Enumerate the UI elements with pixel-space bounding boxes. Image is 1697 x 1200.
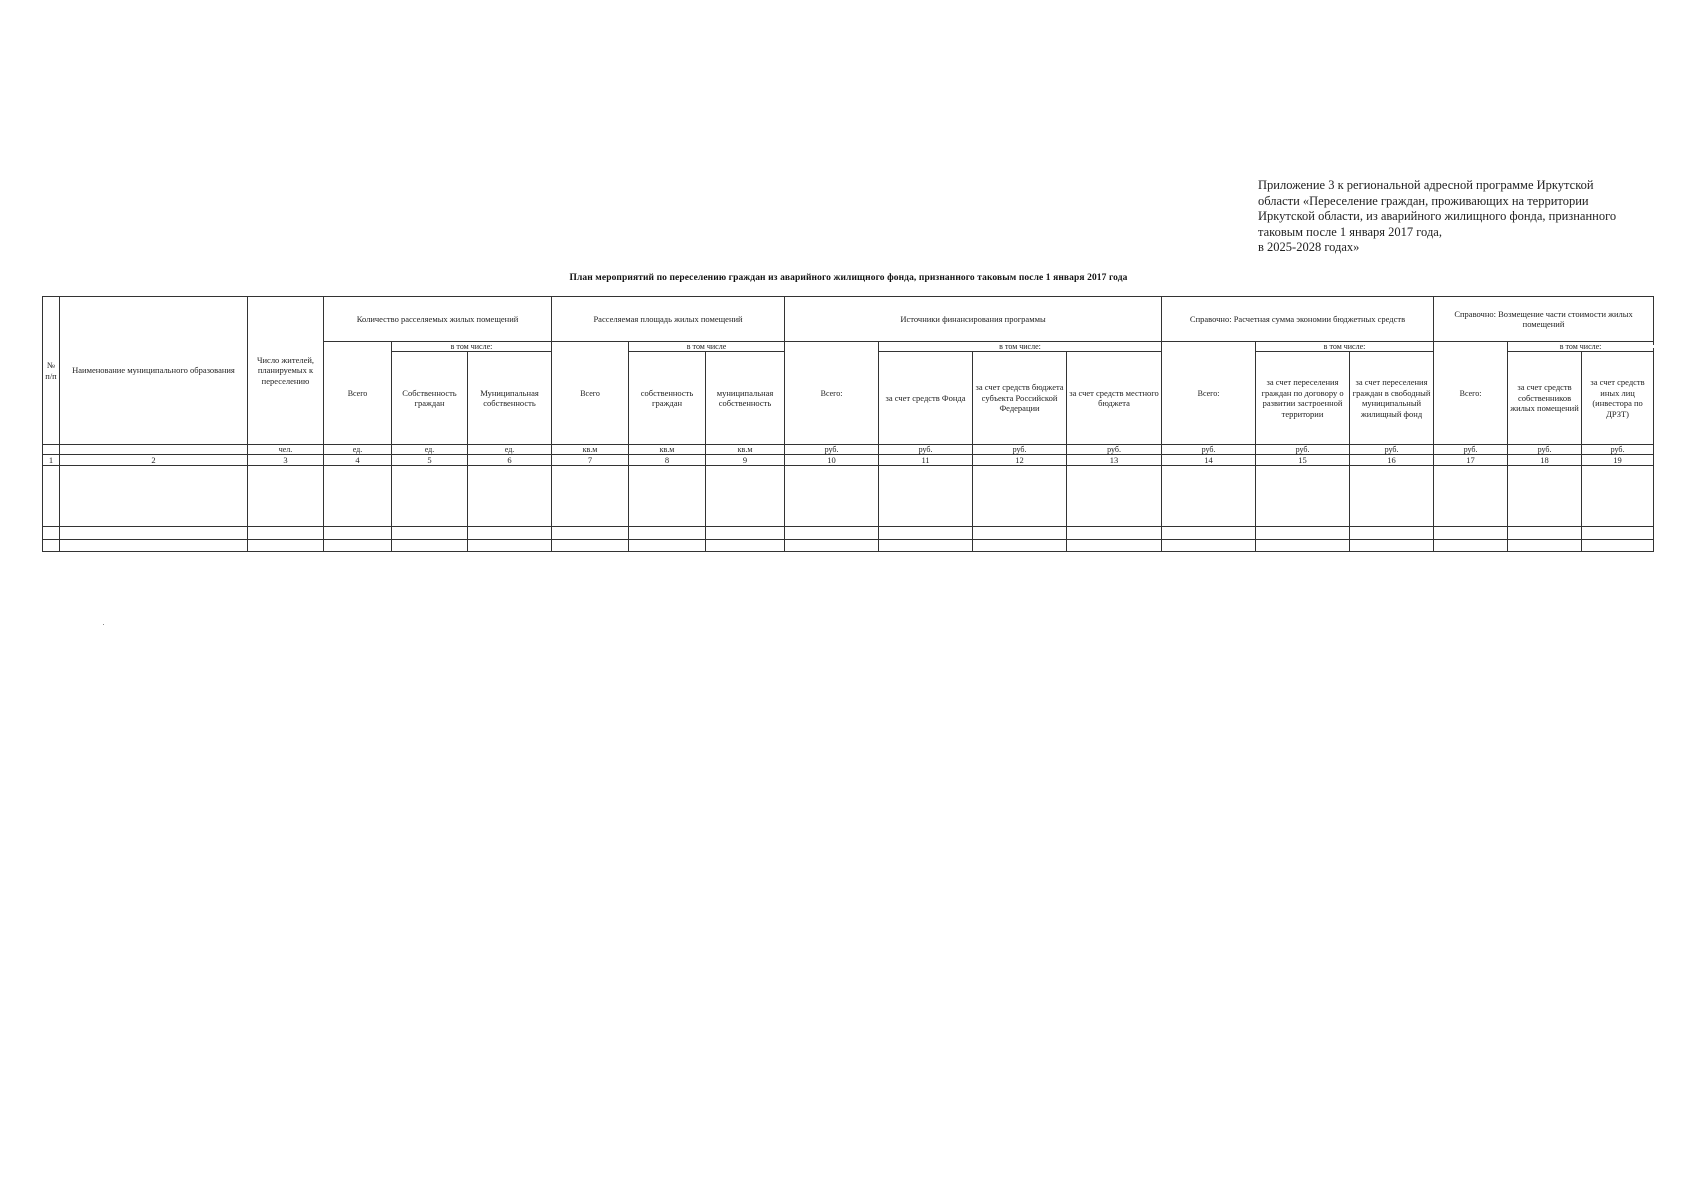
subheader-including: в том числе: — [1508, 342, 1654, 352]
unit-cell — [43, 445, 60, 455]
column-number: 17 — [1434, 455, 1508, 466]
leaf-header: за счет переселения граждан в свободный муниципальный жилищный фонд — [1350, 352, 1434, 445]
column-number: 12 — [973, 455, 1067, 466]
unit-cell: руб. — [1256, 445, 1350, 455]
unit-cell: ед. — [324, 445, 392, 455]
unit-cell: кв.м — [552, 445, 629, 455]
leaf-header: муниципальная собственность — [706, 352, 785, 445]
appendix-line: в 2025-2028 годах» — [1258, 240, 1360, 254]
appendix-line: Иркутской области, из аварийного жилищного фонда, признанного — [1258, 209, 1617, 223]
leaf-header: за счет средств иных лиц (инвестора по ДРЗТ) — [1582, 352, 1654, 445]
leaf-header: Всего: — [1162, 342, 1256, 445]
header-group-financing: Источники финансирования программы — [785, 297, 1162, 342]
leaf-header: Всего — [324, 342, 392, 445]
document-title: План мероприятий по переселению граждан из аварийного жилищного фонда, признанного таковым после 1 января 2017 года — [569, 273, 1128, 283]
column-number: 7 — [552, 455, 629, 466]
column-number: 19 — [1582, 455, 1654, 466]
unit-cell: кв.м — [629, 445, 706, 455]
unit-cell: кв.м — [706, 445, 785, 455]
column-number: 18 — [1508, 455, 1582, 466]
header-no: № п/п — [43, 297, 60, 445]
header-group-compensation: Справочно: Возмещение части стоимости жилых помещений — [1434, 297, 1654, 342]
leaf-header: Всего: — [785, 342, 879, 445]
column-number: 6 — [468, 455, 552, 466]
leaf-header: Всего — [552, 342, 629, 445]
column-number: 10 — [785, 455, 879, 466]
header-group-area: Расселяемая площадь жилых помещений — [552, 297, 785, 342]
appendix-line: области «Переселение граждан, проживающих на территории — [1258, 193, 1589, 208]
column-number: 5 — [392, 455, 468, 466]
column-number: 11 — [879, 455, 973, 466]
leaf-header: собственность граждан — [629, 352, 706, 445]
header-municipality: Наименование муниципального образования — [60, 297, 248, 445]
column-number: 15 — [1256, 455, 1350, 466]
leaf-header: за счет средств собственников жилых помещений — [1508, 352, 1582, 445]
unit-cell: руб. — [1162, 445, 1256, 455]
subheader-including: в том числе: — [392, 342, 552, 352]
header-group-quantity: Количество расселяемых жилых помещений — [324, 297, 552, 342]
column-number: 3 — [248, 455, 324, 466]
unit-cell: руб. — [1582, 445, 1654, 455]
leaf-header: Муниципальная собственность — [468, 352, 552, 445]
appendix-line: таковым после 1 января 2017 года, — [1258, 224, 1442, 239]
header-group-economy: Справочно: Расчетная сумма экономии бюджетных средств — [1162, 297, 1434, 342]
unit-cell: руб. — [1350, 445, 1434, 455]
appendix-line: Приложение 3 к региональной адресной программе Иркутской — [1258, 178, 1594, 192]
column-number: 1 — [43, 455, 60, 466]
leaf-header: за счет средств Фонда — [879, 352, 973, 445]
unit-cell: ед. — [392, 445, 468, 455]
column-number: 8 — [629, 455, 706, 466]
leaf-header: за счет средств местного бюджета — [1067, 352, 1162, 445]
leaf-header: за счет средств бюджета субъекта Российской Федерации — [973, 352, 1067, 445]
column-number: 4 — [324, 455, 392, 466]
unit-cell: ед. — [468, 445, 552, 455]
column-number: 9 — [706, 455, 785, 466]
leaf-header: Собственность граждан — [392, 352, 468, 445]
leaf-header: за счет переселения граждан по договору о развитии застроенной территории — [1256, 352, 1350, 445]
column-number: 16 — [1350, 455, 1434, 466]
column-number: 2 — [60, 455, 248, 466]
header-residents: Число жителей, планируемых к переселению — [248, 297, 324, 445]
unit-cell: руб. — [785, 445, 879, 455]
column-number: 14 — [1162, 455, 1256, 466]
unit-cell — [60, 445, 248, 455]
plan-table — [42, 296, 1654, 552]
unit-cell: руб. — [1508, 445, 1582, 455]
unit-cell: руб. — [879, 445, 973, 455]
subheader-including: в том числе: — [879, 342, 1162, 352]
unit-cell: чел. — [248, 445, 324, 455]
appendix-note — [1258, 178, 1658, 256]
table-row — [43, 540, 1654, 552]
leaf-header: Всего: — [1434, 342, 1508, 445]
unit-cell: руб. — [1434, 445, 1508, 455]
unit-cell: руб. — [973, 445, 1067, 455]
table-row — [43, 466, 1654, 527]
column-number: 13 — [1067, 455, 1162, 466]
subheader-including: в том числе: — [1256, 342, 1434, 352]
table-row — [43, 527, 1654, 540]
subheader-including: в том числе — [629, 342, 785, 352]
scan-speck — [103, 624, 104, 625]
unit-cell: руб. — [1067, 445, 1162, 455]
